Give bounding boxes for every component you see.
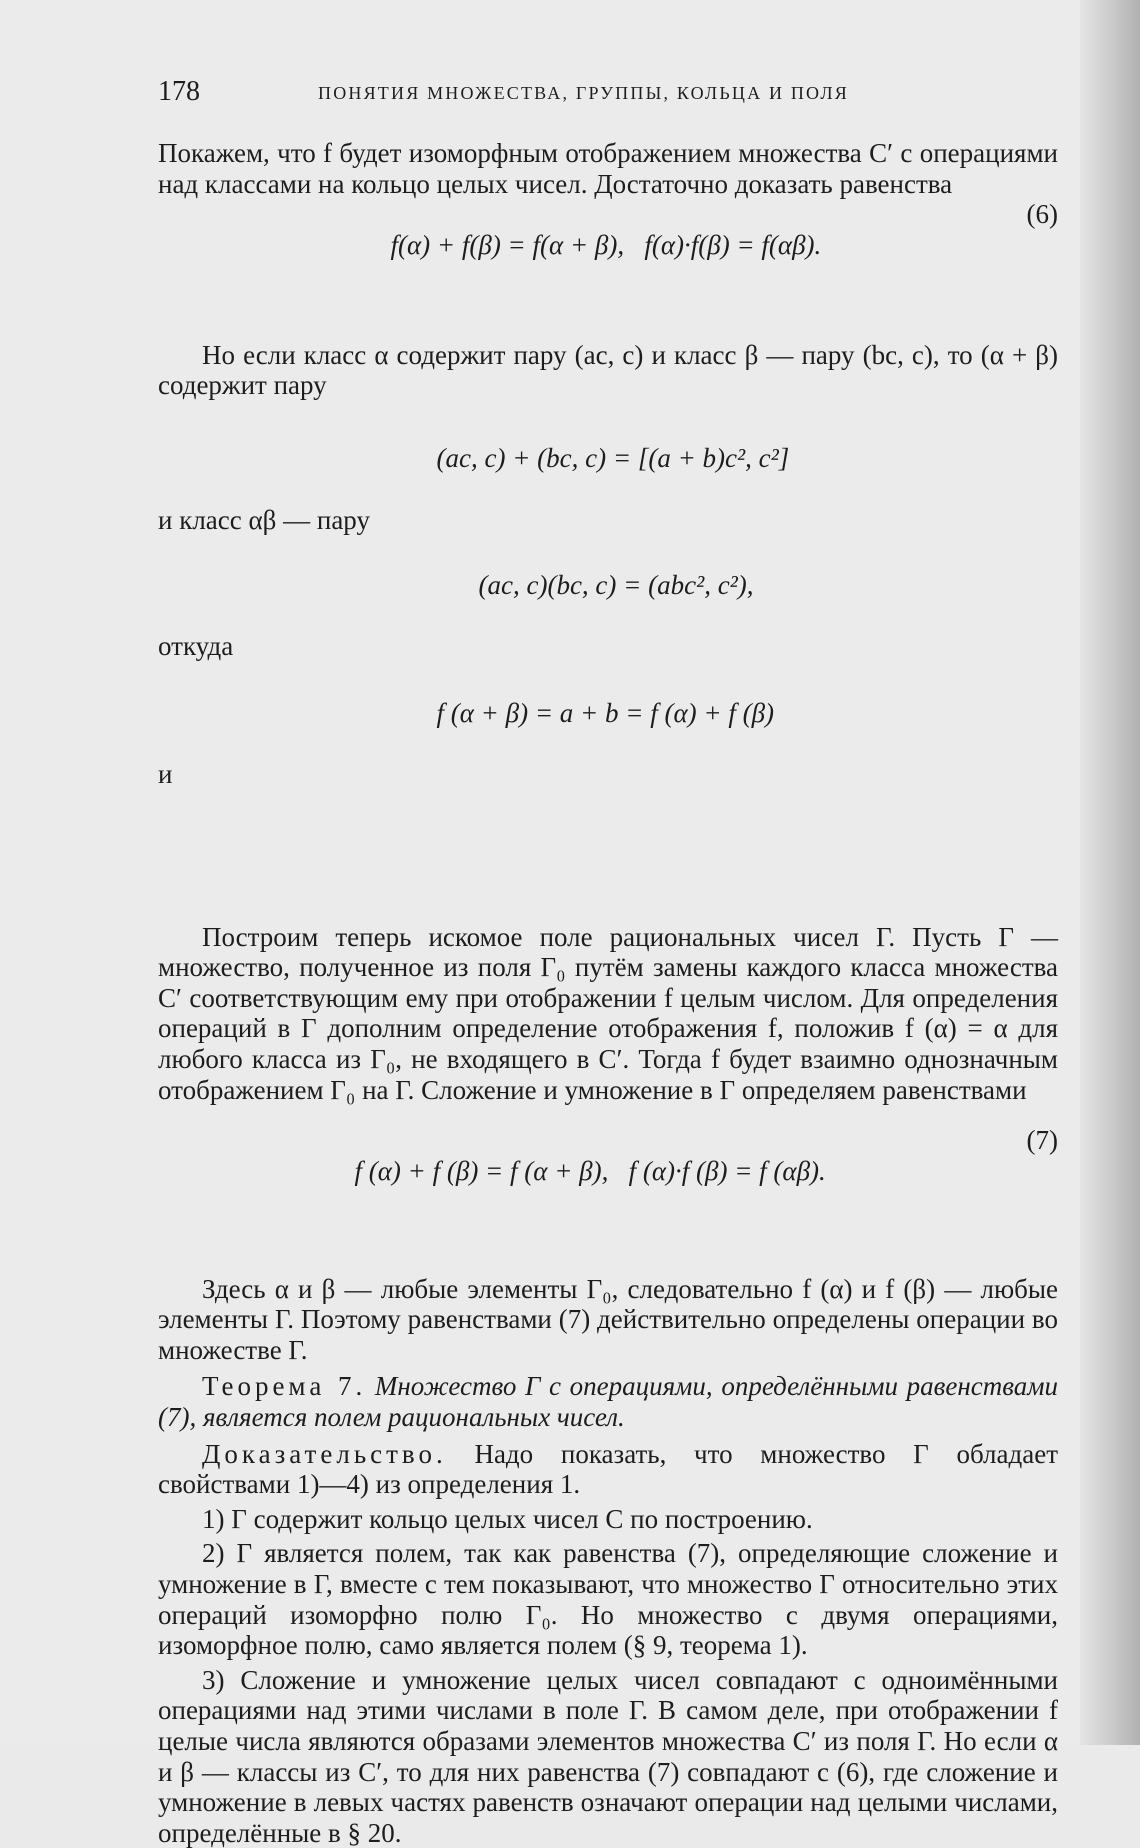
theorem-heading: Теорема 7. [202,1371,367,1402]
page-body [158,138,1065,1848]
equation-6-body: f(α) + f(β) = f(α + β), f(α)·f(β) = f(αβ). [390,229,822,260]
equation-f-product [158,800,1058,892]
equation-7 [158,1125,1058,1247]
theorem-statement: Множество Γ с операциями, определёнными равенствами (7), является полем рациональных чисел. [158,1371,1065,1432]
proof-heading: Доказательство. [202,1438,447,1469]
equation-pair-product-body: (ac, c)(bc, c) = (abc², c²), [478,569,754,600]
equation-f-sum [158,668,1058,760]
equation-pair-sum-body: (ac, c) + (bc, c) = [(a + b)c², c²] [436,443,790,474]
paragraph-intro: Покажем, что f будет изоморфным отображением множества C′ с операциями над классами на кольцо целых чисел. Достаточно доказать равенства [158,138,1065,199]
equation-pair-sum [158,413,1058,505]
equation-7-body: f (α) + f (β) = f (α + β), f (α)·f (β) = f (αβ). [354,1155,826,1186]
proof-text: Надо показать, что множество Γ обладает свойствами 1)—4) из определения 1. [158,1438,1065,1500]
proof-item-1: 1) Γ содержит кольцо целых чисел C по построению. [202,1503,813,1534]
equation-f-sum-body: f (α + β) = a + b = f (α) + f (β) [436,698,775,729]
page-header [158,76,1058,112]
proof-item-3: 3) Сложение и умножение целых чисел совпадают с одноимёнными операциями над этими числами в поле Γ. В самом деле, при отображении f целые числа являются образами элементов множества C′ из поля Γ. Но если α и β — классы из C′, то для них равенства (7) совпадают с (6), где сложение и умножение в левых частях равенств означают операции над целыми числами, определённые в § 20. [158,1664,1065,1848]
paragraph-remarks: Здесь α и β — любые элементы Γ₀, следовательно f (α) и f (β) — любые элементы Γ. Поэтому равенствами (7) действительно определены операции во множестве Γ. [158,1273,1065,1365]
proof [158,1438,1065,1500]
equation-6 [158,199,1058,321]
running-head: ПОНЯТИЯ МНОЖЕСТВА, ГРУППЫ, КОЛЬЦА И ПОЛЯ [318,83,849,103]
theorem-7 [158,1371,1065,1432]
equation-pair-product [158,539,1058,631]
paragraph-pairs: Но если класс α содержит пару (ac, c) и класс β — пару (bc, c), то (α + β) содержит пару [158,339,1065,401]
proof-item-2: 2) Γ является полем, так как равенства (7), определяющие сложение и умножение в Γ, вместе с тем показывают, что множество Γ относительно этих операций изоморфно полю Γ₀. Но множество с двумя операциями, изоморфное полю, само является полем (§ 9, теорема 1). [158,1538,1065,1661]
equation-6-number: (6) [1026,199,1058,230]
page-number: 178 [158,76,200,107]
lead-and: и [158,759,173,790]
lead-whence: откуда [158,630,234,661]
equation-7-number: (7) [1026,1125,1058,1156]
lead-class-pair: и класс αβ — пару [158,504,370,535]
binding-shadow [1080,0,1140,1745]
paragraph-construction: Построим теперь искомое поле рациональных чисел Γ. Пусть Γ — множество, полученное из поля Γ₀ путём замены каждого класса множества C′ соответствующим ему при отображении f целым числом. Для определения операций в Γ дополним определение отображения f, положив f (α) = α для любого класса из Γ₀, не входящего в C′. Тогда f будет взаимно однозначным отображением Γ₀ на Γ. Сложение и умножение в Γ определяем равенствами [158,921,1065,1105]
